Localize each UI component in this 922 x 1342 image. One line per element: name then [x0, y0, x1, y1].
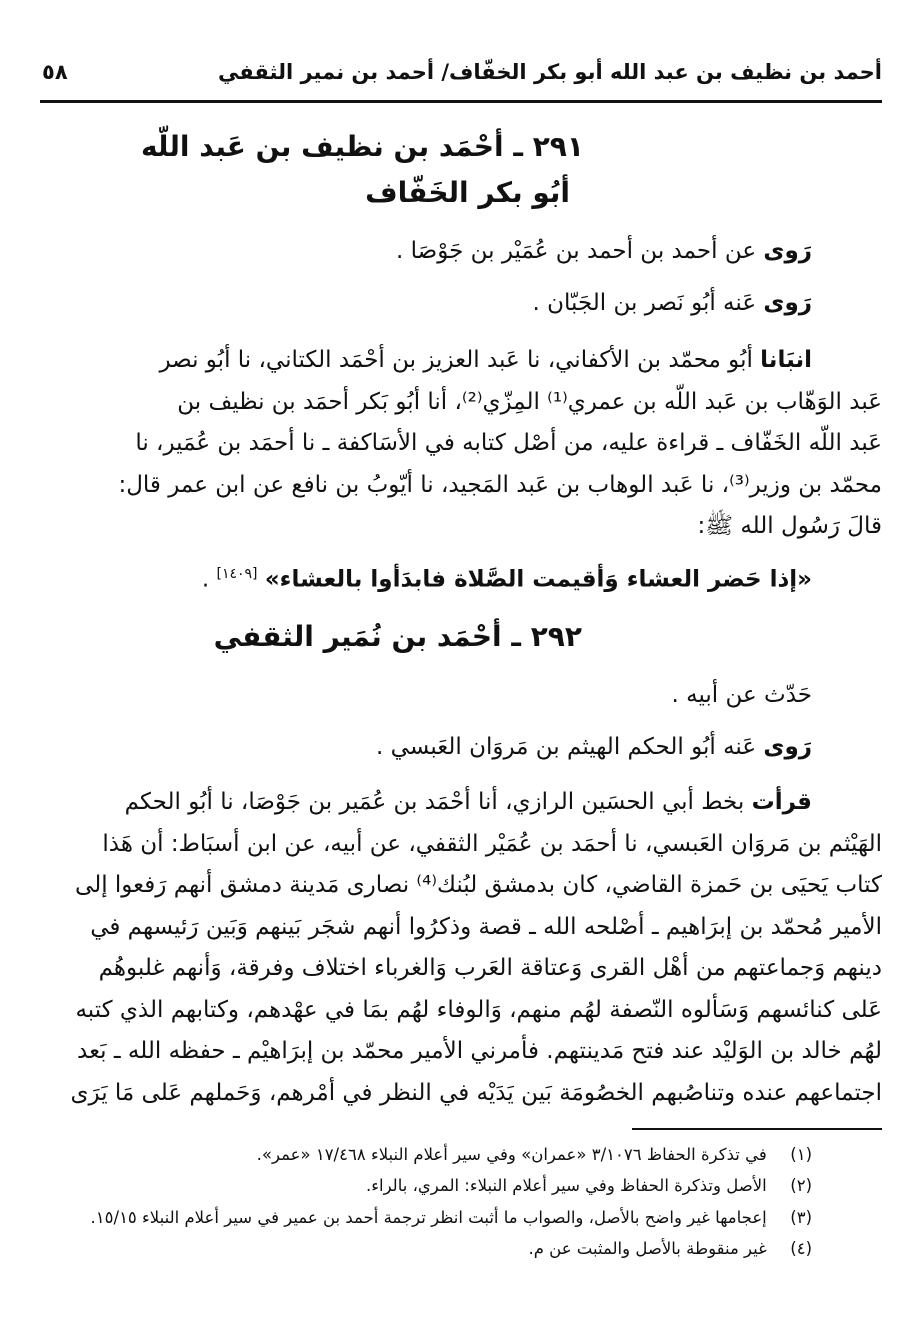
footnote-text: إعجامها غير واضح بالأصل، والصواب ما أثبت انظر ترجمة أحمد بن عمير في سير أعلام النبلاء ١٥/١٥.: [90, 1208, 767, 1227]
footnote-number: (٢): [790, 1176, 812, 1195]
entry-292-text: [40, 782, 882, 1114]
footnote: [91, 1208, 812, 1227]
text-line: عَلى كنائسهم وَسَألوه النّصفة لهُم منهم، وَالوفاء لهُم بمَا في عهْدهم، وكتابهم الذي كتبه: [75, 996, 882, 1023]
text-line: الهَيْثم بن مَروَان العَبسي، نا أحمَد بن عُمَيْر الثقفي، عن أبيه، عن ابن أسبَاط: أن هَذا: [102, 830, 882, 857]
entry-291-subheading: أبُو بكر الخَفّاف: [365, 176, 570, 209]
footnote: [528, 1239, 812, 1258]
entry-291-heading: ٢٩١ ـ أحْمَد بن نظيف بن عَبد اللّه: [140, 130, 584, 163]
entry-291-isnad: [40, 340, 882, 548]
footnote: [257, 1145, 812, 1164]
footnote-number: (٣): [790, 1208, 812, 1227]
isnad-line: انبَانا أبُو محمّد بن الأكفاني، نا عَبد العزيز بن أحْمَد الكتاني، نا أبُو نصر: [159, 347, 812, 373]
hadith-text: «إذا حَضر العشاء وَأقيمت الصَّلاة فابدَأوا بالعشاء»: [264, 566, 812, 593]
entry-291-rawa-anhu: [532, 290, 812, 316]
footnote-text: في تذكرة الحفاظ ٣/١٠٧٦ «عمران» وفي سير أعلام النبلاء ١٧/٤٦٨ «عمر».: [256, 1145, 767, 1164]
entry-292-heading: ٢٩٢ ـ أحْمَد بن نُمَير الثقفي: [213, 620, 582, 653]
entry-291-hadith: «إذا حَضر العشاء وَأقيمت الصَّلاة فابدَأوا بالعشاء» [١٤٠٩] .: [201, 566, 812, 593]
rawa-label: رَوى: [763, 290, 812, 316]
entry-292-hadath: حَدّث عن أبيه .: [671, 682, 812, 708]
text-line: قرأت بخط أبي الحسَين الرازي، أنا أحْمَد بن عُمَير بن جَوْصَا، نا أبُو الحكم: [124, 789, 812, 815]
isnad-label: انبَانا: [760, 347, 812, 373]
footnote-number: (٤): [790, 1239, 812, 1258]
qara-label: قرأت: [751, 789, 812, 815]
rawa-text: عن أحمد بن أحمد بن عُمَيْر بن جَوْصَا .: [396, 238, 757, 264]
footnote-rule: [632, 1128, 882, 1130]
entry-291-rawa-an: [396, 238, 812, 264]
entry-292-rawa-anhu: [376, 734, 812, 760]
isnad-line: محمّد بن وزير⁽³⁾، نا عَبد الوهاب بن عَبد المَجيد، نا أيّوبُ بن نافع عن ابن عمر قال:: [118, 471, 882, 498]
rawa-label: رَوى: [763, 238, 812, 264]
rawa-label: رَوى: [763, 734, 812, 760]
footnote-number: (١): [790, 1145, 812, 1164]
text-line: الأمير مُحمّد بن إبرَاهيم ـ أصْلحه الله ـ قصة وذكرُوا أنهم شجَر بَينهم وَبَين رَئيسهم في: [90, 913, 882, 940]
text-line: كتاب يَحيَى بن حَمزة القاضي، كان بدمشق لبُنك⁽⁴⁾ نصارى مَدينة دمشق أنهم رَفعوا إلى: [75, 872, 882, 898]
text-line: لهُم خالد بن الوَليْد عند فتح مَدينتهم. فأمرني الأمير محمّد بن إبرَاهيْم ـ حفظه الله ـ بَعد: [77, 1038, 882, 1064]
isnad-line: عَبد اللّه الخَفّاف ـ قراءة عليه، من أصْل كتابه في الأسَاكفة ـ نا أحمَد بن عُمَير، نا: [135, 430, 882, 456]
footnote-text: غير منقوطة بالأصل والمثبت عن م.: [528, 1239, 767, 1258]
header-rule: [40, 100, 882, 103]
hadith-ref: [١٤٠٩]: [216, 566, 258, 582]
page-number: ٥٨: [42, 60, 68, 84]
rawa-text: عَنه أبُو الحكم الهيثم بن مَروَان العَبسي .: [376, 734, 757, 760]
rawa-text: عَنه أبُو نَصر بن الجَبّان .: [532, 290, 757, 316]
running-header-title: أحمد بن نظيف بن عبد الله أبو بكر الخفّاف/ أحمد بن نمير الثقفي: [218, 60, 882, 84]
text-line: اجتماعهم عنده وتناصُبهم الخصُومَة بَين يَدَيْه في النظر في أمْرهم، وَحَملهم عَلى مَا يَرَى: [70, 1079, 882, 1106]
text-line: دينهم وَجماعتهم من أهْل القرى وَعتاقة العَرب وَالغرباء اختلاف وفرقة، وَأنهم غلبوهُم: [98, 955, 882, 981]
isnad-line: قالَ رَسُول الله ﷺ:: [697, 513, 882, 539]
isnad-line: عَبد الوَهّاب بن عَبد اللّه بن عمري⁽¹⁾ المِزّي⁽²⁾، أنا أبُو بَكر أحمَد بن نظيف بن: [177, 388, 882, 415]
footnote: [366, 1176, 812, 1195]
footnote-text: الأصل وتذكرة الحفاظ وفي سير أعلام النبلاء: المري، بالراء.: [365, 1176, 767, 1195]
